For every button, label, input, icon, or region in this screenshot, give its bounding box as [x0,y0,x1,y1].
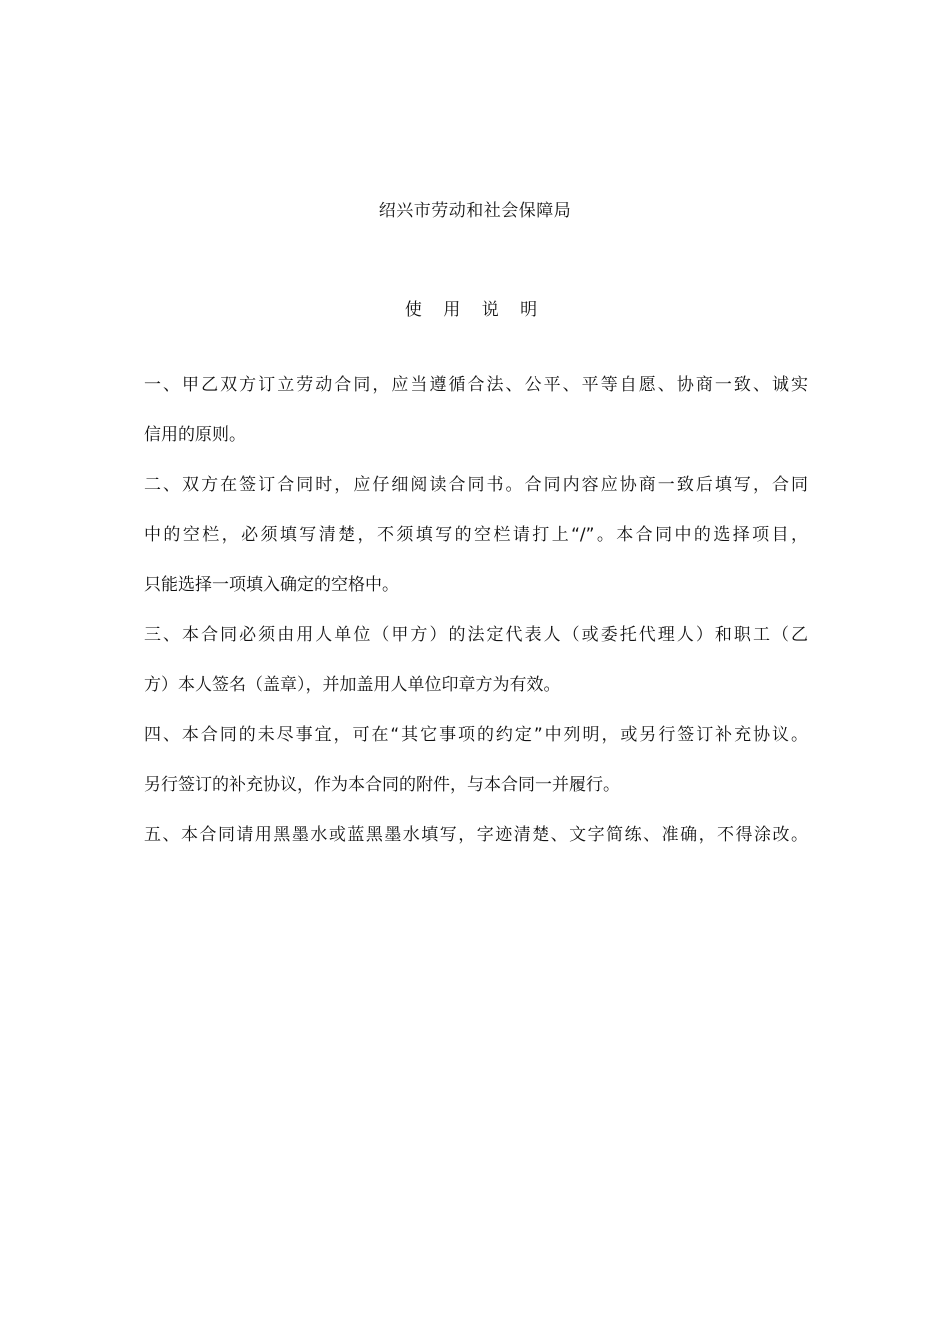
instruction-item-2 [144,470,808,620]
instruction-item-1 [144,370,808,470]
instruction-list [144,370,808,870]
instruction-line: 五、本合同请用黑墨水或蓝黑墨水填写，字迹清楚、文字简练、准确，不得涂改。 [144,825,808,845]
instruction-item-3 [144,620,808,720]
instruction-item-4 [144,720,808,820]
instruction-line: 另行签订的补充协议，作为本合同的附件，与本合同一并履行。 [144,775,620,795]
instruction-line: 一、甲乙双方订立劳动合同，应当遵循合法、公平、平等自愿、协商一致、诚实 [144,375,808,395]
instruction-line: 信用的原则。 [144,425,246,445]
instruction-line: 只能选择一项填入确定的空格中。 [144,575,399,595]
instruction-item-5 [144,820,808,870]
issuer-name: 绍兴市劳动和社会保障局 [378,201,572,221]
instruction-line: 中的空栏，必须填写清楚，不须填写的空栏请打上“/”。本合同中的选择项目， [144,525,808,545]
instruction-line: 二、双方在签订合同时，应仔细阅读合同书。合同内容应协商一致后填写，合同 [144,475,808,495]
instruction-line: 四、本合同的未尽事宜，可在“其它事项的约定”中列明，或另行签订补充协议。 [144,725,808,745]
instruction-line: 三、本合同必须由用人单位（甲方）的法定代表人（或委托代理人）和职工（乙 [144,625,808,645]
document-title: 使 用 说 明 [404,300,546,320]
instruction-line: 方）本人签名（盖章），并加盖用人单位印章方为有效。 [144,675,561,695]
